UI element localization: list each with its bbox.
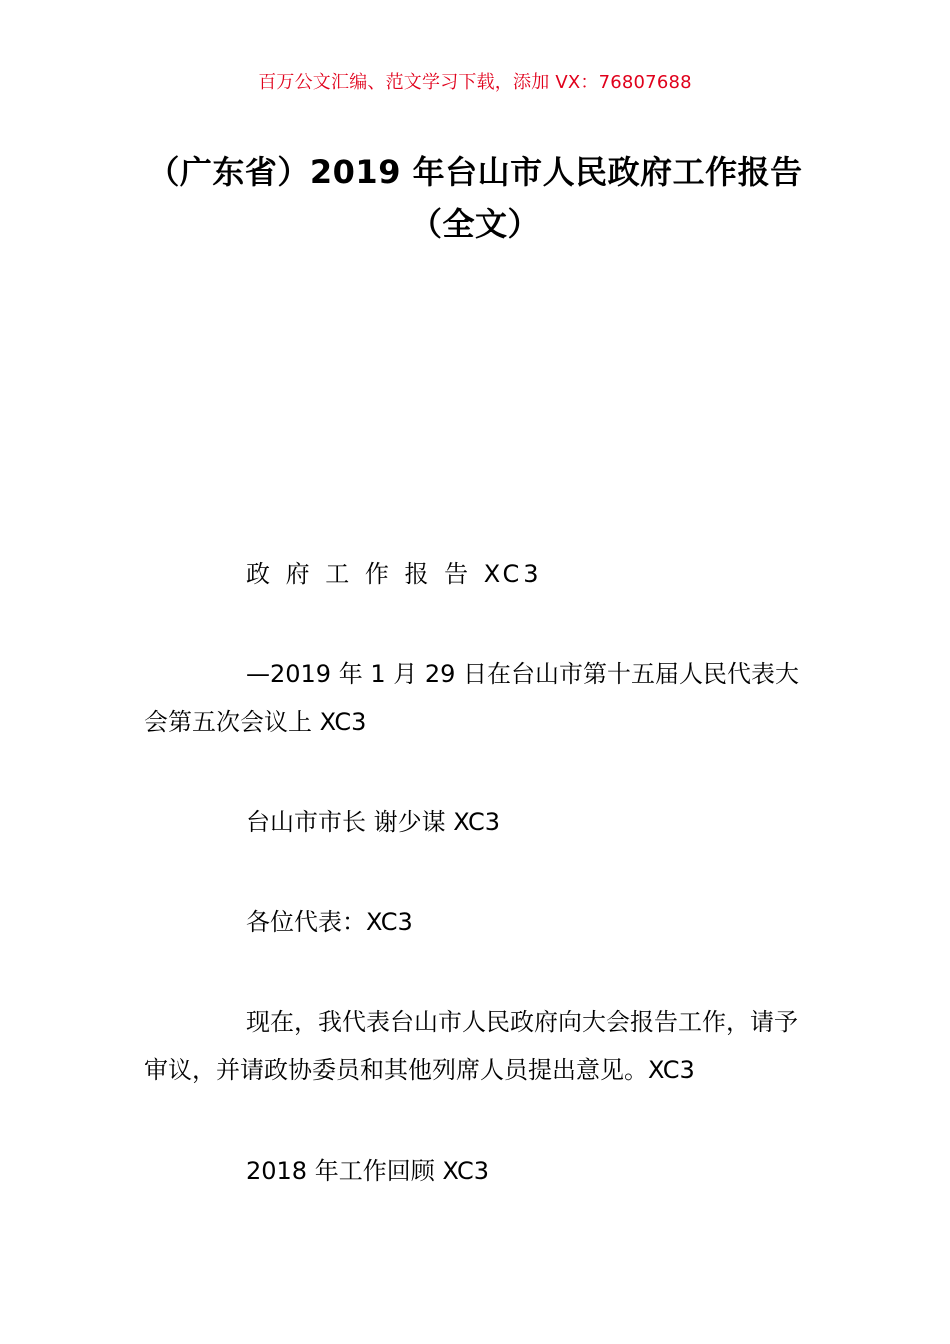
opening-paragraph: 现在，我代表台山市人民政府向大会报告工作，请予审议，并请政协委员和其他列席人员提出意见。XC3 <box>144 1008 798 1084</box>
report-heading: 政 府 工 作 报 告 XC3 <box>246 560 543 588</box>
document-title: （广东省）2019 年台山市人民政府工作报告（全文） <box>147 153 803 243</box>
speaker-line: 台山市市长 谢少谋 XC3 <box>246 808 500 836</box>
salutation: 各位代表：XC3 <box>246 908 413 936</box>
meeting-subtitle: —2019 年 1 月 29 日在台山市第十五届人民代表大会第五次会议上 XC3 <box>144 660 800 736</box>
section-heading-review: 2018 年工作回顾 XC3 <box>246 1157 490 1185</box>
download-notice: 百万公文汇编、范文学习下载，添加 VX：76807688 <box>258 72 692 93</box>
